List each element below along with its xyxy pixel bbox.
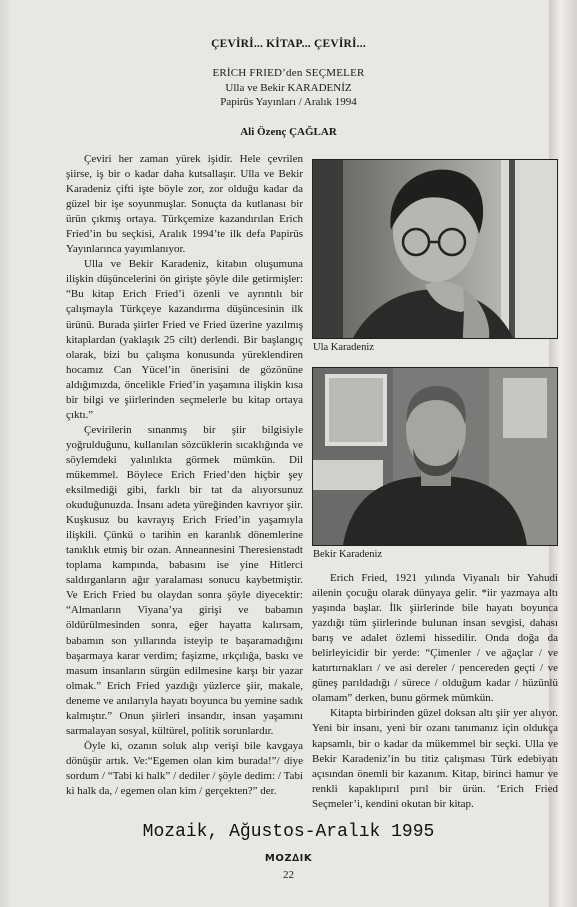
portrait-image — [313, 160, 557, 338]
paragraph: Çeviri her zaman yürek işidir. Hele çevrilen şiirse, iş bir o kadar daha kutsallaşır. Ulla ve Bekir Karadeniz çifti işte böyle zor, zor olduğu kadar da güzel bir işe soyunmuşlar. Sonuçta da kutlanası bir ürün çıkmış ortaya. Türkçemize kazandırılan Erich Fried’in bu seçkisi, Aralık 1994’te ilk defa Papirüs Yayınlarınca yayımlanıyor. — [66, 153, 303, 256]
paragraph: Öyle ki, ozanın soluk alıp verişi bile kavgaya dönüşür artık. Ve:“Egemen olan kim burada!”/ diye sordum / “Tabi ki halk” / dediler / şöyle dedim: / Tabi ki halk da, / egemen olan kim / gerçekten?” der. — [66, 739, 303, 797]
magazine-logo: MOZ∆IK — [264, 853, 313, 864]
article-author: Ali Özenç ÇAĞLAR — [240, 126, 337, 138]
page-number: 22 — [283, 869, 294, 881]
portrait-image — [313, 368, 557, 545]
right-column — [312, 571, 558, 812]
book-title: ERİCH FRIED’den SEÇMELER — [212, 67, 365, 79]
publisher-line: Papirüs Yayınları / Aralık 1994 — [220, 96, 357, 108]
paragraph: Erich Fried, 1921 yılında Viyanalı bir Yahudi ailenin çocuğu olarak dünyaya gelir. *iir yazmaya altı yaşında başlar. İlk şiirlerinde bile hayatı boyunca yazdığı tüm şiirlerinde bulunan insan sevgisi, dahası barış ve adalet özlemi hissedilir. Onda doğa da belirleyicidir bir yerde: “Çimenler / ve ağaçlar / ve katırtırnakları / ve asi dereler / pencereden geçti / ve güneş parıldadığı / sürece / olduğum kadar / hüzünlü olamam” derken, bunu görmek mümkün. — [312, 572, 558, 705]
portrait-photo-bekir — [312, 367, 558, 546]
magazine-footer: Mozaik, Ağustos-Aralık 1995 — [142, 822, 435, 842]
portrait-photo-ula — [312, 159, 558, 339]
paragraph: Ulla ve Bekir Karadeniz, kitabın oluşumuna ilişkin düşüncelerini ön girişte şöyle dile getirmişler: “Bu kitap Erich Fried’i özenli ve ayrıntılı bir çalışmayla Türkçeye kazandırma düşüncesinin ilk ürünü. Burada şiirler Fried ve Fried üzerine yazılmış kitaplardan (yaklaşık 25 cilt) derlendi. Bir başlangıç olarak, bizi bu çalışma konusunda yüreklendiren hocamız Can Yücel’in önerisini de gözönüne aldığımızda, öncelikle Fried’in yaşamına ilişkin kısa bir bilgi ve şiirlerinden seçmelerle bu kitap ortaya çıktı.” — [66, 258, 303, 421]
translators: Ulla ve Bekir KARADENİZ — [225, 82, 352, 94]
paragraph: Çevirilerin sınanmış bir şiir bilgisiyle yoğrulduğunu, kullanılan sözcüklerin sıcaklığında ve söylemdeki yalınlıkta görmek mümkün. Dil mükemmel. Böylece Erich Fried’den hiçbir şey eksilmediği gibi, farklı bir tat da alıyorsunuz okuduğunuzda. İnsanı adeta yüreğinden kavrıyor şiir. Kuşkusuz bu kavrayış Erich Fried’in yaşamıyla ilişkili. Çünkü o tarihin en karanlık dönemlerine tanıklık etmiş bir ozan. Anneannesini Theresienstadt toplama kampında, babasını ise yine Hitlerci saldırganların ağır yaralaması sonucu kaybetmiştir. Ve Erich Fried bu olaydan sonra şöyle diyecektir: “Almanların Viyana’ya girişi ve babamın öldürülmesinden sonra, eğer hayatta kalırsam, babamın son yıllarında isteyip te başaramadığını başarmaya karar verdim; faşizme, ırkçılığa, baskı ve masum insanların sürgün edilmesine karşı bir yazar olmak.” Erich Fried yazdığı yüzlerce şiir, makale, deneme ve anılarıyla hayatı boyunca bu yemine sadık kalmıştır.” Onun şiirleri insandır, insan yaşamını sarmalayan sosyal, kültürel, politik sorunlardır. — [66, 423, 303, 737]
section-title: ÇEVİRİ... KİTAP... ÇEVİRİ... — [211, 38, 366, 50]
left-column — [66, 152, 303, 799]
photo-caption: Bekir Karadeniz — [313, 549, 383, 560]
photo-caption: Ula Karadeniz — [313, 342, 374, 353]
paragraph: Kitapta birbirinden güzel doksan altı şiir yer alıyor. Yeni bir insanı, yeni bir ozanı tanımanız için oldukça kapsamlı, bir o kadar da mükemmel bir seçki. Ulla ve Bekir Karadeniz’in bu titiz çalışması Türk edebiyatı açısından önemli bir kazanım. Kitap, birinci hamur ve renkli kapaklıpırıl pırıl bir ürün. ‘Erich Fried Seçmeler’i, kendini okutan bir kitap. — [312, 707, 558, 810]
